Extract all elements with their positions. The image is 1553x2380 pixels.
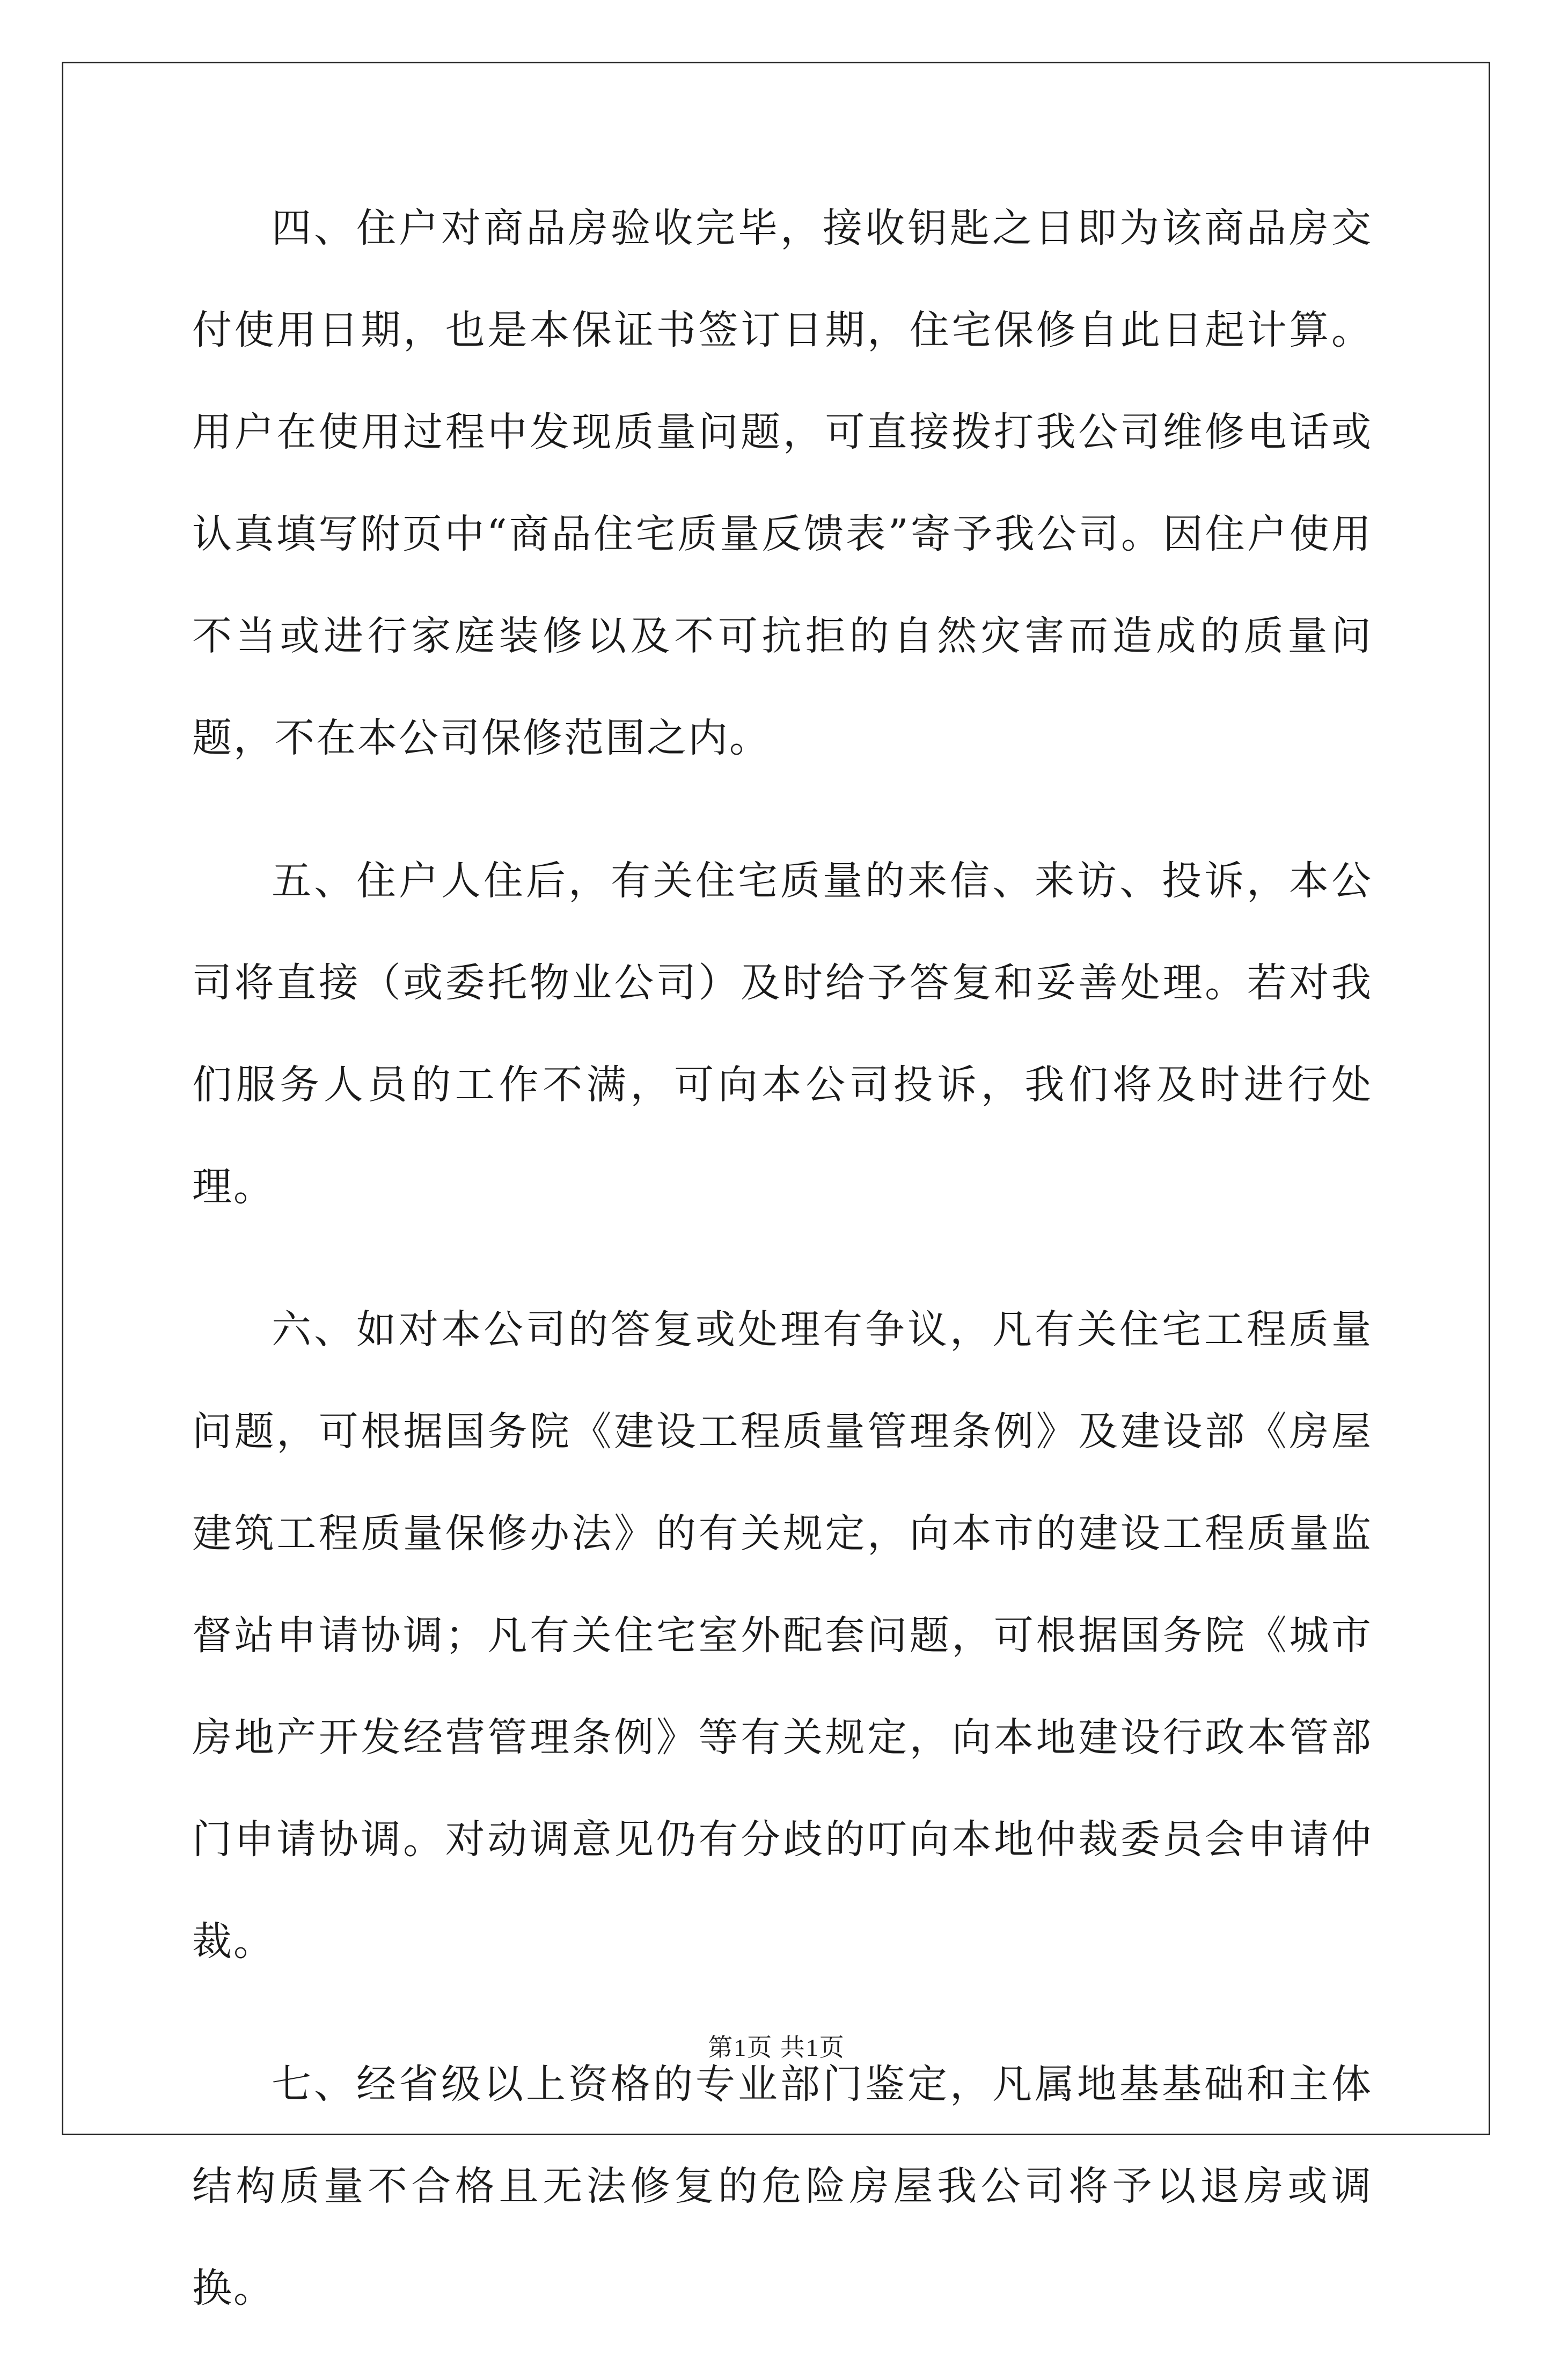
paragraph-6: 六、如对本公司的答复或处理有争议，凡有关住宅工程质量问题，可根据国务院《建设工程质量管理条例》及建设部《房屋建筑工程质量保修办法》的有关规定，向本市的建设工程质量监督站申请协调；凡有关住宅室外配套问题，可根据国务院《城市房地产开发经营管理条例》等有关规定，向本地建设行政本管部门申请协调。对动调意见仍有分歧的叮向本地仲裁委员会申请仲裁。 <box>192 1306 1373 1965</box>
paragraph-7: 七、经省级以上资格的专业部门鉴定，凡属地基基础和主体结构质量不合格且无法修复的危险房屋我公司将予以退房或调换。 <box>192 2061 1373 2311</box>
page-number-footer: 第1页 共1页 <box>708 2034 845 2061</box>
paragraph-4: 四、住户对商品房验收完毕，接收钥匙之日即为该商品房交付使用日期，也是本保证书签订日期，住宅保修自此日起计算。用户在使用过程中发现质量问题，可直接拨打我公司维修电话或认真填写附页中“商品住宅质量反馈表”寄予我公司。因住户使用不当或进行家庭装修以及不可抗拒的自然灾害而造成的质量问题，不在本公司保修范围之内。 <box>192 205 1373 761</box>
paragraph-5: 五、住户人住后，有关住宅质量的来信、来访、投诉，本公司将直接（或委托物业公司）及时给予答复和妥善处理。若对我们服务人员的工作不满，可向本公司投诉，我们将及时进行处理。 <box>192 858 1373 1210</box>
